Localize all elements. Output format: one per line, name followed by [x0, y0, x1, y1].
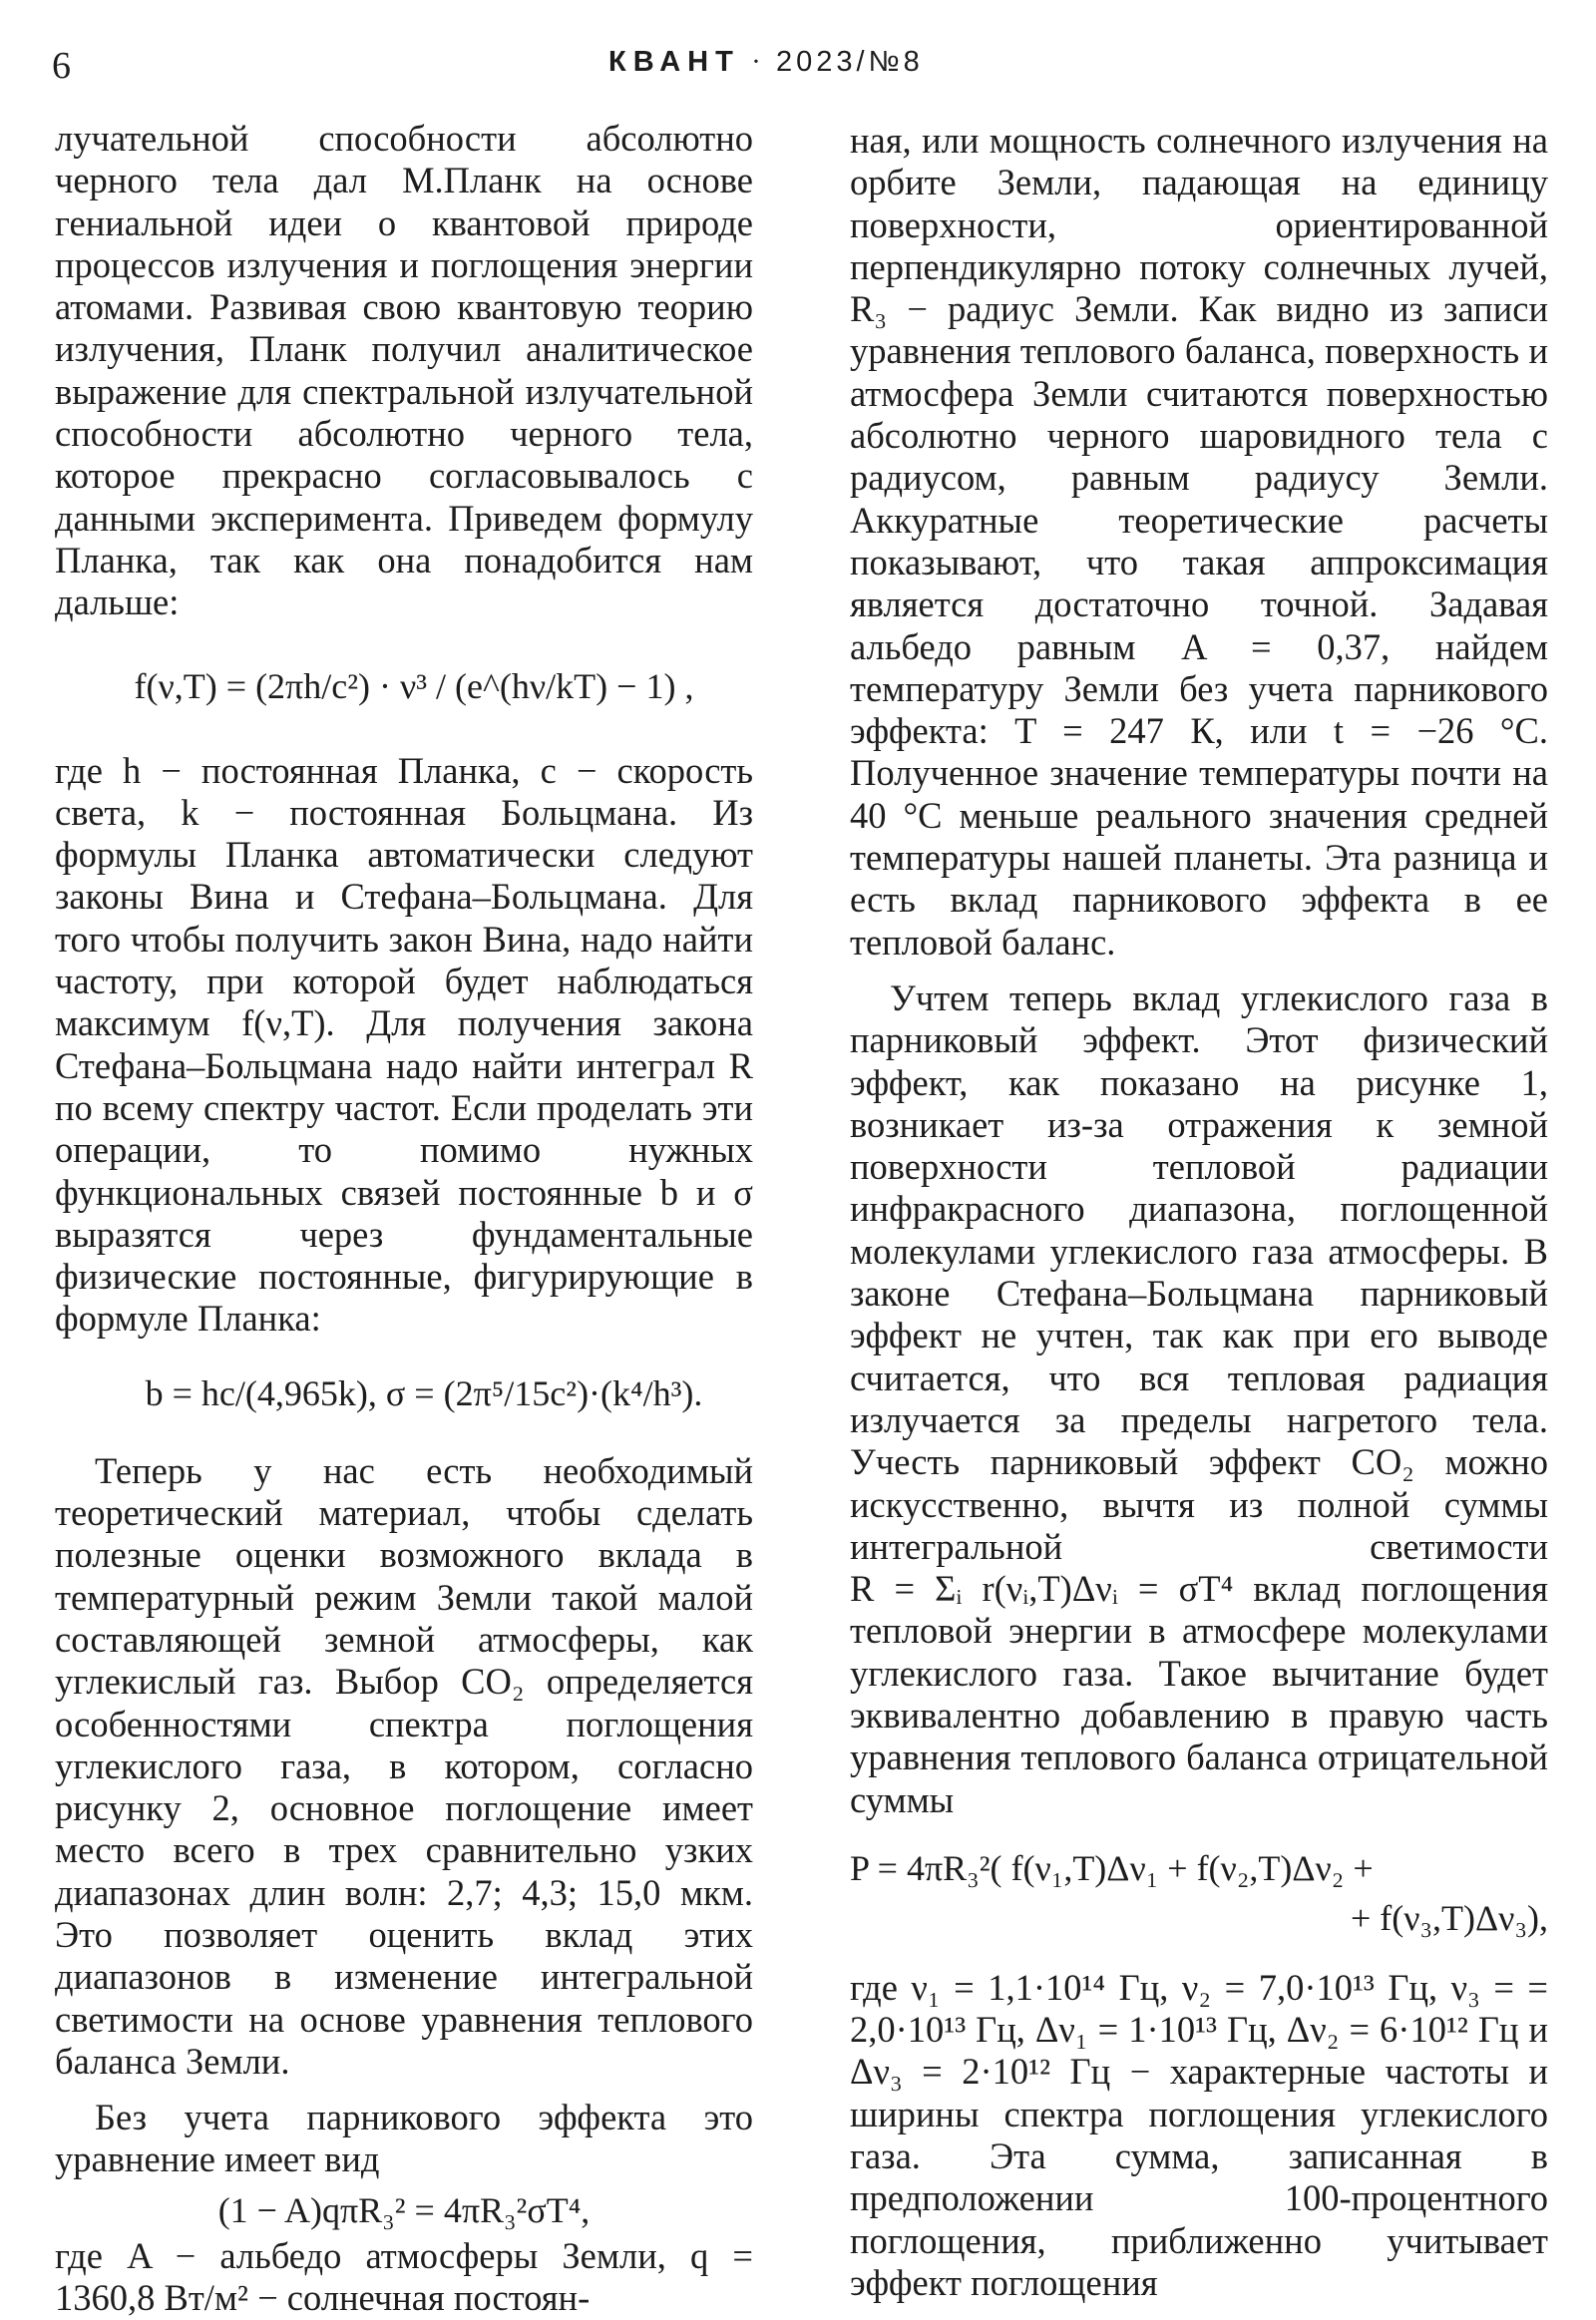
paragraph [850, 977, 1548, 1821]
inline-sum-formula: R = Σᵢ r(νᵢ,T)Δνᵢ = σT⁴ [850, 1568, 1234, 1610]
paragraph: где h − постоянная Планка, c − скорость света, k − постоянная Больцмана. Из формулы Планка автоматически следуют законы Вина и Стефана–Больцмана. Для того чтобы получить закон Вина, надо найти частоту, при которой будет наблюдаться максимум f(ν,T). Для получения закона Стефана–Больцмана надо найти интеграл R по всему спектру частот. Если проделать эти операции, то помимо нужных функциональных связей постоянные b и σ выразятся через фундаментальные физические постоянные, фигурирующие в формуле Планка: [55, 749, 753, 1340]
page-number: 6 [52, 45, 71, 87]
running-header [608, 46, 924, 79]
paragraph: где ν₁ = 1,1·10¹⁴ Гц, ν₂ = 7,0·10¹³ Гц, ν₃ = = 2,0·10¹³ Гц, Δν₁ = 1·10¹³ Гц, Δν₂ = 6·10¹² Гц и Δν₃ = 2·10¹² Гц − характерные частоты и ширины спектра поглощения углекислого газа. Эта сумма, записанная в предположении 100-процентного поглощения, приближенно учитывает эффект поглощения [850, 1966, 1548, 2303]
paragraph: Без учета парникового эффекта это уравнение имеет вид [55, 2097, 753, 2180]
paragraph: Теперь у нас есть необходимый теоретический материал, чтобы сделать полезные оценки возможного вклада в температурный режим Земли такой малой составляющей земной атмосферы, как углекислый газ. Выбор CO₂ определяется особенностями спектра поглощения углекислого газа, в котором, согласно рисунку 2, основное поглощение имеет место всего в трех сравнительно узких диапазонах длин волн: 2,7; 4,3; 15,0 мкм. Это позволяет оценить вклад этих диапазонов в изменение интегральной светимости на основе уравнения теплового баланса Земли. [55, 1449, 753, 2082]
planck-formula: f(ν,T) = (2πh/c²) · ν³ / (e^(hν/kT) − 1) , [134, 665, 694, 706]
paragraph: ная, или мощность солнечного излучения на орбите Земли, падающая на единицу поверхности, ориентированной перпендикулярно потоку солнечных лучей, R₃ − радиус Земли. Как видно из записи уравнения теплового баланса, поверхность и атмосфера Земли считаются поверхностью абсолютно черного шаровидного тела с радиусом, равным радиусу Земли. Аккуратные теоретические расчеты показывают, что такая аппроксимация является достаточно точной. Задавая альбедо равным A = 0,37, найдем температуру Земли без учета парникового эффекта: T = 247 К, или t = −26 °С. Полученное значение температуры почти на 40 °С меньше реального значения средней температуры нашей планеты. Эта разница и есть вклад парникового эффекта в ее тепловой баланс. [850, 120, 1548, 963]
formula-line: + f(ν₃,T)Δν₃), [1350, 1897, 1548, 1938]
journal-title: КВАНТ [608, 46, 740, 78]
right-column [850, 120, 1548, 2304]
paragraph-text: Учтем теперь вклад углекислого газа в парниковый эффект. Этот физический эффект, как показано на рисунке 1, возникает из-за отражения к земной поверхности тепловой радиации инфракрасного диапазона, поглощенной молекулами углекислого газа атмосферы. В законе Стефана–Больцмана парниковый эффект не учтен, так как при его выводе считается, что вся тепловая радиация излучается за пределы нагретого тела. Учесть парниковый эффект CO₂ можно искусственно, вычтя из полной суммы интегральной светимости [850, 976, 1548, 1567]
paragraph-text: вклад поглощения тепловой энергии в атмосфере молекулами углекислого газа. Такое вычитание будет эквивалентно добавлению в правую часть уравнения теплового баланса отрицательной суммы [850, 1568, 1549, 1820]
heat-balance-formula: (1 − A)qπR₃² = 4πR₃²σT⁴, [217, 2189, 591, 2230]
left-column [55, 118, 753, 2320]
header-separator: · [751, 46, 765, 78]
paragraph: где A − альбедо атмосферы Земли, q = 1360,8 Вт/м² − солнечная постоян- [55, 2235, 753, 2319]
paragraph: лучательной способности абсолютно черного тела дал М.Планк на основе гениальной идеи о квантовой природе процессов излучения и поглощения энергии атомами. Развивая свою квантовую теорию излучения, Планк получил аналитическое выражение для спектральной излучательной способности абсолютно черного тела, которое прекрасно согласовывалось с данными эксперимента. Приведем формулу Планка, так как она понадобится нам дальше: [55, 118, 753, 623]
formula-line: P = 4πR₃²( f(ν₁,T)Δν₁ + f(ν₂,T)Δν₂ + [850, 1847, 1374, 1888]
absorption-sum-formula [850, 1843, 1548, 1943]
constants-formula: b = hc/(4,965k), σ = (2π⁵/15c²)·(k⁴/h³). [145, 1372, 703, 1413]
issue-number: 2023/№8 [775, 46, 924, 78]
